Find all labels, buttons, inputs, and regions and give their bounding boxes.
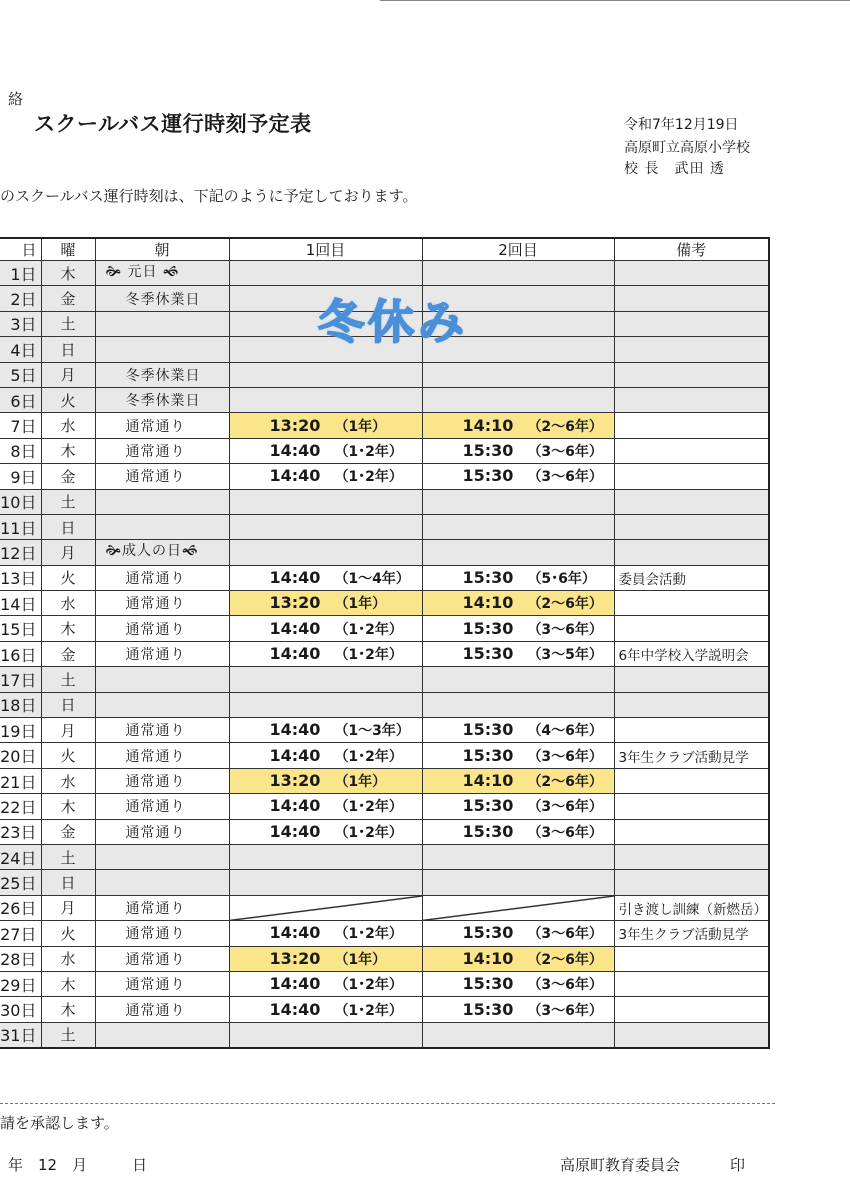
row-weekday: 土 bbox=[41, 311, 95, 336]
row-morning bbox=[95, 311, 229, 336]
table-row bbox=[0, 743, 769, 768]
row-day: 4日 bbox=[0, 337, 41, 362]
row-trip1 bbox=[229, 971, 422, 996]
row-weekday: 日 bbox=[41, 692, 95, 717]
row-weekday: 木 bbox=[41, 997, 95, 1022]
row-trip1-grades: （1年） bbox=[334, 951, 387, 968]
header-notes: 備考 bbox=[614, 238, 769, 261]
row-trip1 bbox=[229, 743, 422, 768]
row-note bbox=[614, 286, 769, 311]
row-note bbox=[614, 591, 769, 616]
row-morning: 通常通り bbox=[95, 768, 229, 793]
row-trip2-time: 15:30 bbox=[462, 796, 514, 816]
row-weekday: 火 bbox=[41, 743, 95, 768]
row-trip2-time: 15:30 bbox=[462, 999, 514, 1019]
row-day: 5日 bbox=[0, 362, 41, 387]
row-day: 16日 bbox=[0, 641, 41, 666]
row-note bbox=[614, 718, 769, 743]
row-weekday: 日 bbox=[41, 337, 95, 362]
cut-line bbox=[0, 1103, 775, 1104]
row-note bbox=[614, 540, 769, 565]
row-trip2-grades: （3～6年） bbox=[527, 799, 603, 816]
row-morning: 通常通り bbox=[95, 438, 229, 463]
row-trip2-grades: （2～6年） bbox=[527, 596, 603, 613]
approval-date: 年 12 月 日 bbox=[8, 1156, 148, 1174]
table-row bbox=[0, 413, 769, 438]
row-morning: 冬季休業日 bbox=[95, 286, 229, 311]
row-trip2 bbox=[422, 971, 614, 996]
header-morning: 朝 bbox=[95, 238, 229, 261]
row-weekday: 金 bbox=[41, 464, 95, 489]
row-trip1-time: 14:40 bbox=[269, 974, 321, 994]
table-row bbox=[0, 261, 769, 286]
table-row bbox=[0, 692, 769, 717]
table-row bbox=[0, 768, 769, 793]
row-trip2-grades: （3～6年） bbox=[527, 621, 603, 638]
board-name: 高原町教育委員会 bbox=[560, 1156, 681, 1174]
row-day: 1日 bbox=[0, 261, 41, 286]
row-weekday: 金 bbox=[41, 641, 95, 666]
row-trip1-time: 14:40 bbox=[269, 720, 321, 740]
row-day: 13日 bbox=[0, 565, 41, 590]
row-weekday: 木 bbox=[41, 971, 95, 996]
row-trip2 bbox=[422, 641, 614, 666]
row-trip1 bbox=[229, 616, 422, 641]
row-trip2 bbox=[422, 591, 614, 616]
row-morning bbox=[95, 667, 229, 692]
header-weekday: 曜 bbox=[41, 238, 95, 261]
approval-text: 請を承認します。 bbox=[0, 1114, 119, 1132]
row-day: 8日 bbox=[0, 438, 41, 463]
row-trip1-time: 14:40 bbox=[269, 567, 321, 587]
row-trip1-time: 14:40 bbox=[269, 821, 321, 841]
row-trip1-grades: （1･2年） bbox=[334, 824, 403, 841]
row-day: 25日 bbox=[0, 870, 41, 895]
row-trip2-time: 14:10 bbox=[462, 771, 514, 790]
row-note: 引き渡し訓練（新燃岳） bbox=[614, 895, 769, 920]
row-weekday: 水 bbox=[41, 946, 95, 971]
row-day: 26日 bbox=[0, 895, 41, 920]
row-note bbox=[614, 971, 769, 996]
row-note bbox=[614, 819, 769, 844]
row-morning bbox=[95, 337, 229, 362]
row-morning: 通常通り bbox=[95, 921, 229, 946]
table-row bbox=[0, 997, 769, 1022]
row-morning bbox=[95, 844, 229, 869]
row-trip1 bbox=[229, 387, 422, 412]
row-note bbox=[614, 261, 769, 286]
row-trip2 bbox=[422, 1022, 614, 1048]
row-trip1 bbox=[229, 591, 422, 616]
row-trip2 bbox=[422, 794, 614, 819]
bus-schedule-table bbox=[0, 237, 770, 1049]
row-weekday: 水 bbox=[41, 413, 95, 438]
row-trip2 bbox=[422, 362, 614, 387]
row-trip2 bbox=[422, 768, 614, 793]
row-day: 30日 bbox=[0, 997, 41, 1022]
row-note bbox=[614, 1022, 769, 1048]
row-weekday: 水 bbox=[41, 591, 95, 616]
row-note bbox=[614, 438, 769, 463]
row-trip2-time: 15:30 bbox=[462, 567, 514, 587]
row-day: 20日 bbox=[0, 743, 41, 768]
row-trip1 bbox=[229, 641, 422, 666]
row-morning: 通常通り bbox=[95, 718, 229, 743]
row-trip1-grades: （1年） bbox=[334, 596, 387, 613]
row-note bbox=[614, 997, 769, 1022]
row-day: 14日 bbox=[0, 591, 41, 616]
row-trip2-grades: （3～6年） bbox=[527, 748, 603, 765]
row-trip2 bbox=[422, 616, 614, 641]
row-morning: 通常通り bbox=[95, 641, 229, 666]
row-day: 24日 bbox=[0, 844, 41, 869]
table-row bbox=[0, 794, 769, 819]
row-note bbox=[614, 387, 769, 412]
row-weekday: 月 bbox=[41, 718, 95, 743]
row-trip1 bbox=[229, 819, 422, 844]
diagonal-cancel-line bbox=[230, 896, 422, 920]
row-trip1-time: 14:40 bbox=[269, 466, 321, 486]
row-weekday: 土 bbox=[41, 1022, 95, 1048]
row-weekday: 月 bbox=[41, 362, 95, 387]
row-trip1 bbox=[229, 362, 422, 387]
table-row bbox=[0, 514, 769, 539]
row-trip1 bbox=[229, 844, 422, 869]
row-trip1 bbox=[229, 997, 422, 1022]
row-weekday: 木 bbox=[41, 438, 95, 463]
row-weekday: 水 bbox=[41, 768, 95, 793]
row-note bbox=[614, 794, 769, 819]
row-trip2 bbox=[422, 387, 614, 412]
row-morning: 通常通り bbox=[95, 895, 229, 920]
table-body bbox=[0, 261, 769, 1049]
row-note bbox=[614, 844, 769, 869]
row-trip1-time: 14:40 bbox=[269, 618, 321, 638]
table-row bbox=[0, 870, 769, 895]
row-morning: 通常通り bbox=[95, 971, 229, 996]
diagonal-cancel-line bbox=[423, 896, 614, 920]
row-morning: 通常通り bbox=[95, 997, 229, 1022]
seal-mark: 印 bbox=[730, 1156, 746, 1174]
row-trip2 bbox=[422, 895, 614, 920]
row-trip1-grades: （1･2年） bbox=[334, 443, 403, 460]
document-title: スクールバス運行時刻予定表 bbox=[34, 112, 312, 136]
row-trip2-time: 15:30 bbox=[462, 974, 514, 994]
row-trip1 bbox=[229, 718, 422, 743]
row-trip1-time: 14:40 bbox=[269, 745, 321, 765]
row-trip1-time: 14:40 bbox=[269, 440, 321, 460]
row-note bbox=[614, 464, 769, 489]
row-day: 19日 bbox=[0, 718, 41, 743]
row-morning: 通常通り bbox=[95, 794, 229, 819]
row-trip1 bbox=[229, 794, 422, 819]
row-trip2 bbox=[422, 540, 614, 565]
row-trip1-time: 14:40 bbox=[269, 999, 321, 1019]
row-trip1-grades: （1･2年） bbox=[334, 926, 403, 943]
row-morning: 通常通り bbox=[95, 565, 229, 590]
table-row bbox=[0, 718, 769, 743]
table-row bbox=[0, 971, 769, 996]
row-trip1 bbox=[229, 1022, 422, 1048]
row-trip2 bbox=[422, 946, 614, 971]
row-day: 9日 bbox=[0, 464, 41, 489]
row-day: 2日 bbox=[0, 286, 41, 311]
row-weekday: 木 bbox=[41, 794, 95, 819]
intro-text: のスクールバス運行時刻は、下記のように予定しております。 bbox=[0, 187, 418, 205]
table-header-row bbox=[0, 238, 769, 261]
row-day: 6日 bbox=[0, 387, 41, 412]
row-weekday: 木 bbox=[41, 261, 95, 286]
row-trip1-time: 14:40 bbox=[269, 796, 321, 816]
issuer-principal: 校 長 武田 透 bbox=[624, 161, 725, 177]
row-note bbox=[614, 768, 769, 793]
row-weekday: 木 bbox=[41, 616, 95, 641]
row-morning: 通常通り bbox=[95, 413, 229, 438]
winter-break-overlay: 冬休み bbox=[318, 295, 468, 349]
row-trip1 bbox=[229, 489, 422, 514]
table-row bbox=[0, 946, 769, 971]
row-day: 22日 bbox=[0, 794, 41, 819]
row-trip2-grades: （4～6年） bbox=[527, 723, 603, 740]
row-trip2 bbox=[422, 743, 614, 768]
row-day: 12日 bbox=[0, 540, 41, 565]
row-trip2-time: 15:30 bbox=[462, 821, 514, 841]
table-row bbox=[0, 1022, 769, 1048]
header-trip1: 1回目 bbox=[229, 238, 422, 261]
row-trip2-grades: （3～6年） bbox=[527, 926, 603, 943]
row-morning: 🙞成人の日🙜 bbox=[95, 540, 229, 565]
header-trip2: 2回目 bbox=[422, 238, 614, 261]
row-trip1 bbox=[229, 464, 422, 489]
row-note bbox=[614, 870, 769, 895]
row-trip1 bbox=[229, 768, 422, 793]
row-trip1-grades: （1･2年） bbox=[334, 748, 403, 765]
row-trip2-time: 15:30 bbox=[462, 466, 514, 486]
row-trip2 bbox=[422, 718, 614, 743]
row-note bbox=[614, 946, 769, 971]
row-trip1 bbox=[229, 261, 422, 286]
row-trip2-time: 14:10 bbox=[462, 593, 514, 613]
row-morning bbox=[95, 870, 229, 895]
row-morning: 通常通り bbox=[95, 616, 229, 641]
table-row bbox=[0, 591, 769, 616]
table-row bbox=[0, 921, 769, 946]
row-trip2 bbox=[422, 438, 614, 463]
row-note: 6年中学校入学説明会 bbox=[614, 641, 769, 666]
table-row bbox=[0, 540, 769, 565]
row-trip2 bbox=[422, 870, 614, 895]
row-trip1-time: 13:20 bbox=[269, 415, 321, 435]
row-trip2 bbox=[422, 921, 614, 946]
header-fragment: 絡 bbox=[8, 90, 24, 108]
row-weekday: 火 bbox=[41, 387, 95, 412]
row-day: 11日 bbox=[0, 514, 41, 539]
row-note bbox=[614, 692, 769, 717]
row-trip1-grades: （1･2年） bbox=[334, 621, 403, 638]
table-row bbox=[0, 819, 769, 844]
row-morning bbox=[95, 1022, 229, 1048]
row-trip2-grades: （3～5年） bbox=[527, 647, 603, 664]
row-day: 7日 bbox=[0, 413, 41, 438]
row-trip1-grades: （1･2年） bbox=[334, 799, 403, 816]
row-trip1-grades: （1年） bbox=[334, 418, 387, 435]
row-weekday: 日 bbox=[41, 514, 95, 539]
row-morning: 冬季休業日 bbox=[95, 387, 229, 412]
row-trip2-grades: （3～6年） bbox=[527, 1002, 603, 1019]
row-trip2-grades: （3～6年） bbox=[527, 824, 603, 841]
issuer-school: 高原町立高原小学校 bbox=[624, 140, 750, 156]
row-day: 21日 bbox=[0, 768, 41, 793]
row-trip2 bbox=[422, 413, 614, 438]
table-row bbox=[0, 667, 769, 692]
row-day: 18日 bbox=[0, 692, 41, 717]
row-trip2-time: 15:30 bbox=[462, 923, 514, 943]
row-trip1 bbox=[229, 540, 422, 565]
row-trip2 bbox=[422, 997, 614, 1022]
table-row bbox=[0, 641, 769, 666]
row-trip2 bbox=[422, 667, 614, 692]
row-trip1 bbox=[229, 667, 422, 692]
row-weekday: 月 bbox=[41, 540, 95, 565]
row-weekday: 日 bbox=[41, 870, 95, 895]
row-trip2-time: 15:30 bbox=[462, 745, 514, 765]
table-row bbox=[0, 895, 769, 920]
row-trip1 bbox=[229, 565, 422, 590]
row-note bbox=[614, 311, 769, 336]
row-trip2-grades: （2～6年） bbox=[527, 418, 603, 435]
row-trip2-grades: （2～6年） bbox=[527, 951, 603, 968]
table-row bbox=[0, 616, 769, 641]
row-day: 31日 bbox=[0, 1022, 41, 1048]
row-trip2 bbox=[422, 819, 614, 844]
row-trip1-grades: （1･2年） bbox=[334, 647, 403, 664]
row-trip1 bbox=[229, 438, 422, 463]
row-weekday: 火 bbox=[41, 921, 95, 946]
row-weekday: 土 bbox=[41, 489, 95, 514]
row-trip2 bbox=[422, 692, 614, 717]
row-note bbox=[614, 489, 769, 514]
row-day: 27日 bbox=[0, 921, 41, 946]
row-trip2-time: 14:10 bbox=[462, 415, 514, 435]
row-trip2 bbox=[422, 261, 614, 286]
row-morning bbox=[95, 489, 229, 514]
row-note bbox=[614, 616, 769, 641]
row-trip1 bbox=[229, 692, 422, 717]
row-day: 23日 bbox=[0, 819, 41, 844]
row-morning: 通常通り bbox=[95, 819, 229, 844]
row-trip2 bbox=[422, 464, 614, 489]
row-note bbox=[614, 413, 769, 438]
row-weekday: 金 bbox=[41, 286, 95, 311]
table-row bbox=[0, 387, 769, 412]
issue-date: 令和7年12月19日 bbox=[624, 117, 739, 133]
row-day: 17日 bbox=[0, 667, 41, 692]
row-trip1 bbox=[229, 870, 422, 895]
row-note bbox=[614, 667, 769, 692]
row-note: 委員会活動 bbox=[614, 565, 769, 590]
row-morning bbox=[95, 692, 229, 717]
row-note bbox=[614, 514, 769, 539]
table-row bbox=[0, 844, 769, 869]
row-trip1-grades: （1～3年） bbox=[334, 723, 410, 740]
top-border-line bbox=[380, 0, 850, 1]
row-note bbox=[614, 337, 769, 362]
table-row bbox=[0, 565, 769, 590]
row-day: 10日 bbox=[0, 489, 41, 514]
row-morning: 冬季休業日 bbox=[95, 362, 229, 387]
row-trip2-grades: （3～6年） bbox=[527, 443, 603, 460]
row-trip2-time: 15:30 bbox=[462, 440, 514, 460]
row-day: 15日 bbox=[0, 616, 41, 641]
row-day: 29日 bbox=[0, 971, 41, 996]
row-trip1-grades: （1年） bbox=[334, 774, 387, 790]
row-weekday: 月 bbox=[41, 895, 95, 920]
row-trip1-grades: （1･2年） bbox=[334, 1002, 403, 1019]
table-row bbox=[0, 489, 769, 514]
row-morning: 通常通り bbox=[95, 946, 229, 971]
row-trip2-time: 15:30 bbox=[462, 618, 514, 638]
header-day: 日 bbox=[0, 238, 41, 261]
row-trip2-time: 15:30 bbox=[462, 644, 514, 664]
row-trip1-grades: （1･2年） bbox=[334, 469, 403, 486]
row-trip2-time: 14:10 bbox=[462, 948, 514, 968]
row-trip1 bbox=[229, 413, 422, 438]
row-note bbox=[614, 362, 769, 387]
row-weekday: 火 bbox=[41, 565, 95, 590]
row-trip1-grades: （1･2年） bbox=[334, 977, 403, 994]
row-trip2 bbox=[422, 489, 614, 514]
row-weekday: 金 bbox=[41, 819, 95, 844]
row-morning: 通常通り bbox=[95, 743, 229, 768]
row-trip2-grades: （5･6年） bbox=[527, 570, 596, 587]
row-morning: 🙞 元日 🙜 bbox=[95, 261, 229, 286]
row-weekday: 土 bbox=[41, 667, 95, 692]
row-note: 3年生クラブ活動見学 bbox=[614, 743, 769, 768]
row-day: 3日 bbox=[0, 311, 41, 336]
row-trip1 bbox=[229, 921, 422, 946]
row-trip2 bbox=[422, 565, 614, 590]
table-row bbox=[0, 362, 769, 387]
row-note: 3年生クラブ活動見学 bbox=[614, 921, 769, 946]
row-trip1 bbox=[229, 895, 422, 920]
row-trip1 bbox=[229, 514, 422, 539]
row-morning bbox=[95, 514, 229, 539]
row-trip2-grades: （2～6年） bbox=[527, 774, 603, 790]
row-trip1-time: 13:20 bbox=[269, 593, 321, 613]
row-trip1-time: 13:20 bbox=[269, 948, 321, 968]
table-row bbox=[0, 464, 769, 489]
row-trip1 bbox=[229, 946, 422, 971]
row-trip1-time: 13:20 bbox=[269, 771, 321, 790]
row-morning: 通常通り bbox=[95, 591, 229, 616]
row-trip2-grades: （3～6年） bbox=[527, 469, 603, 486]
table-row bbox=[0, 438, 769, 463]
row-trip2-grades: （3～6年） bbox=[527, 977, 603, 994]
row-trip2 bbox=[422, 844, 614, 869]
row-trip1-grades: （1～4年） bbox=[334, 570, 410, 587]
row-trip2 bbox=[422, 514, 614, 539]
row-morning: 通常通り bbox=[95, 464, 229, 489]
row-trip2-time: 15:30 bbox=[462, 720, 514, 740]
row-weekday: 土 bbox=[41, 844, 95, 869]
row-day: 28日 bbox=[0, 946, 41, 971]
row-trip1-time: 14:40 bbox=[269, 644, 321, 664]
row-trip1-time: 14:40 bbox=[269, 923, 321, 943]
